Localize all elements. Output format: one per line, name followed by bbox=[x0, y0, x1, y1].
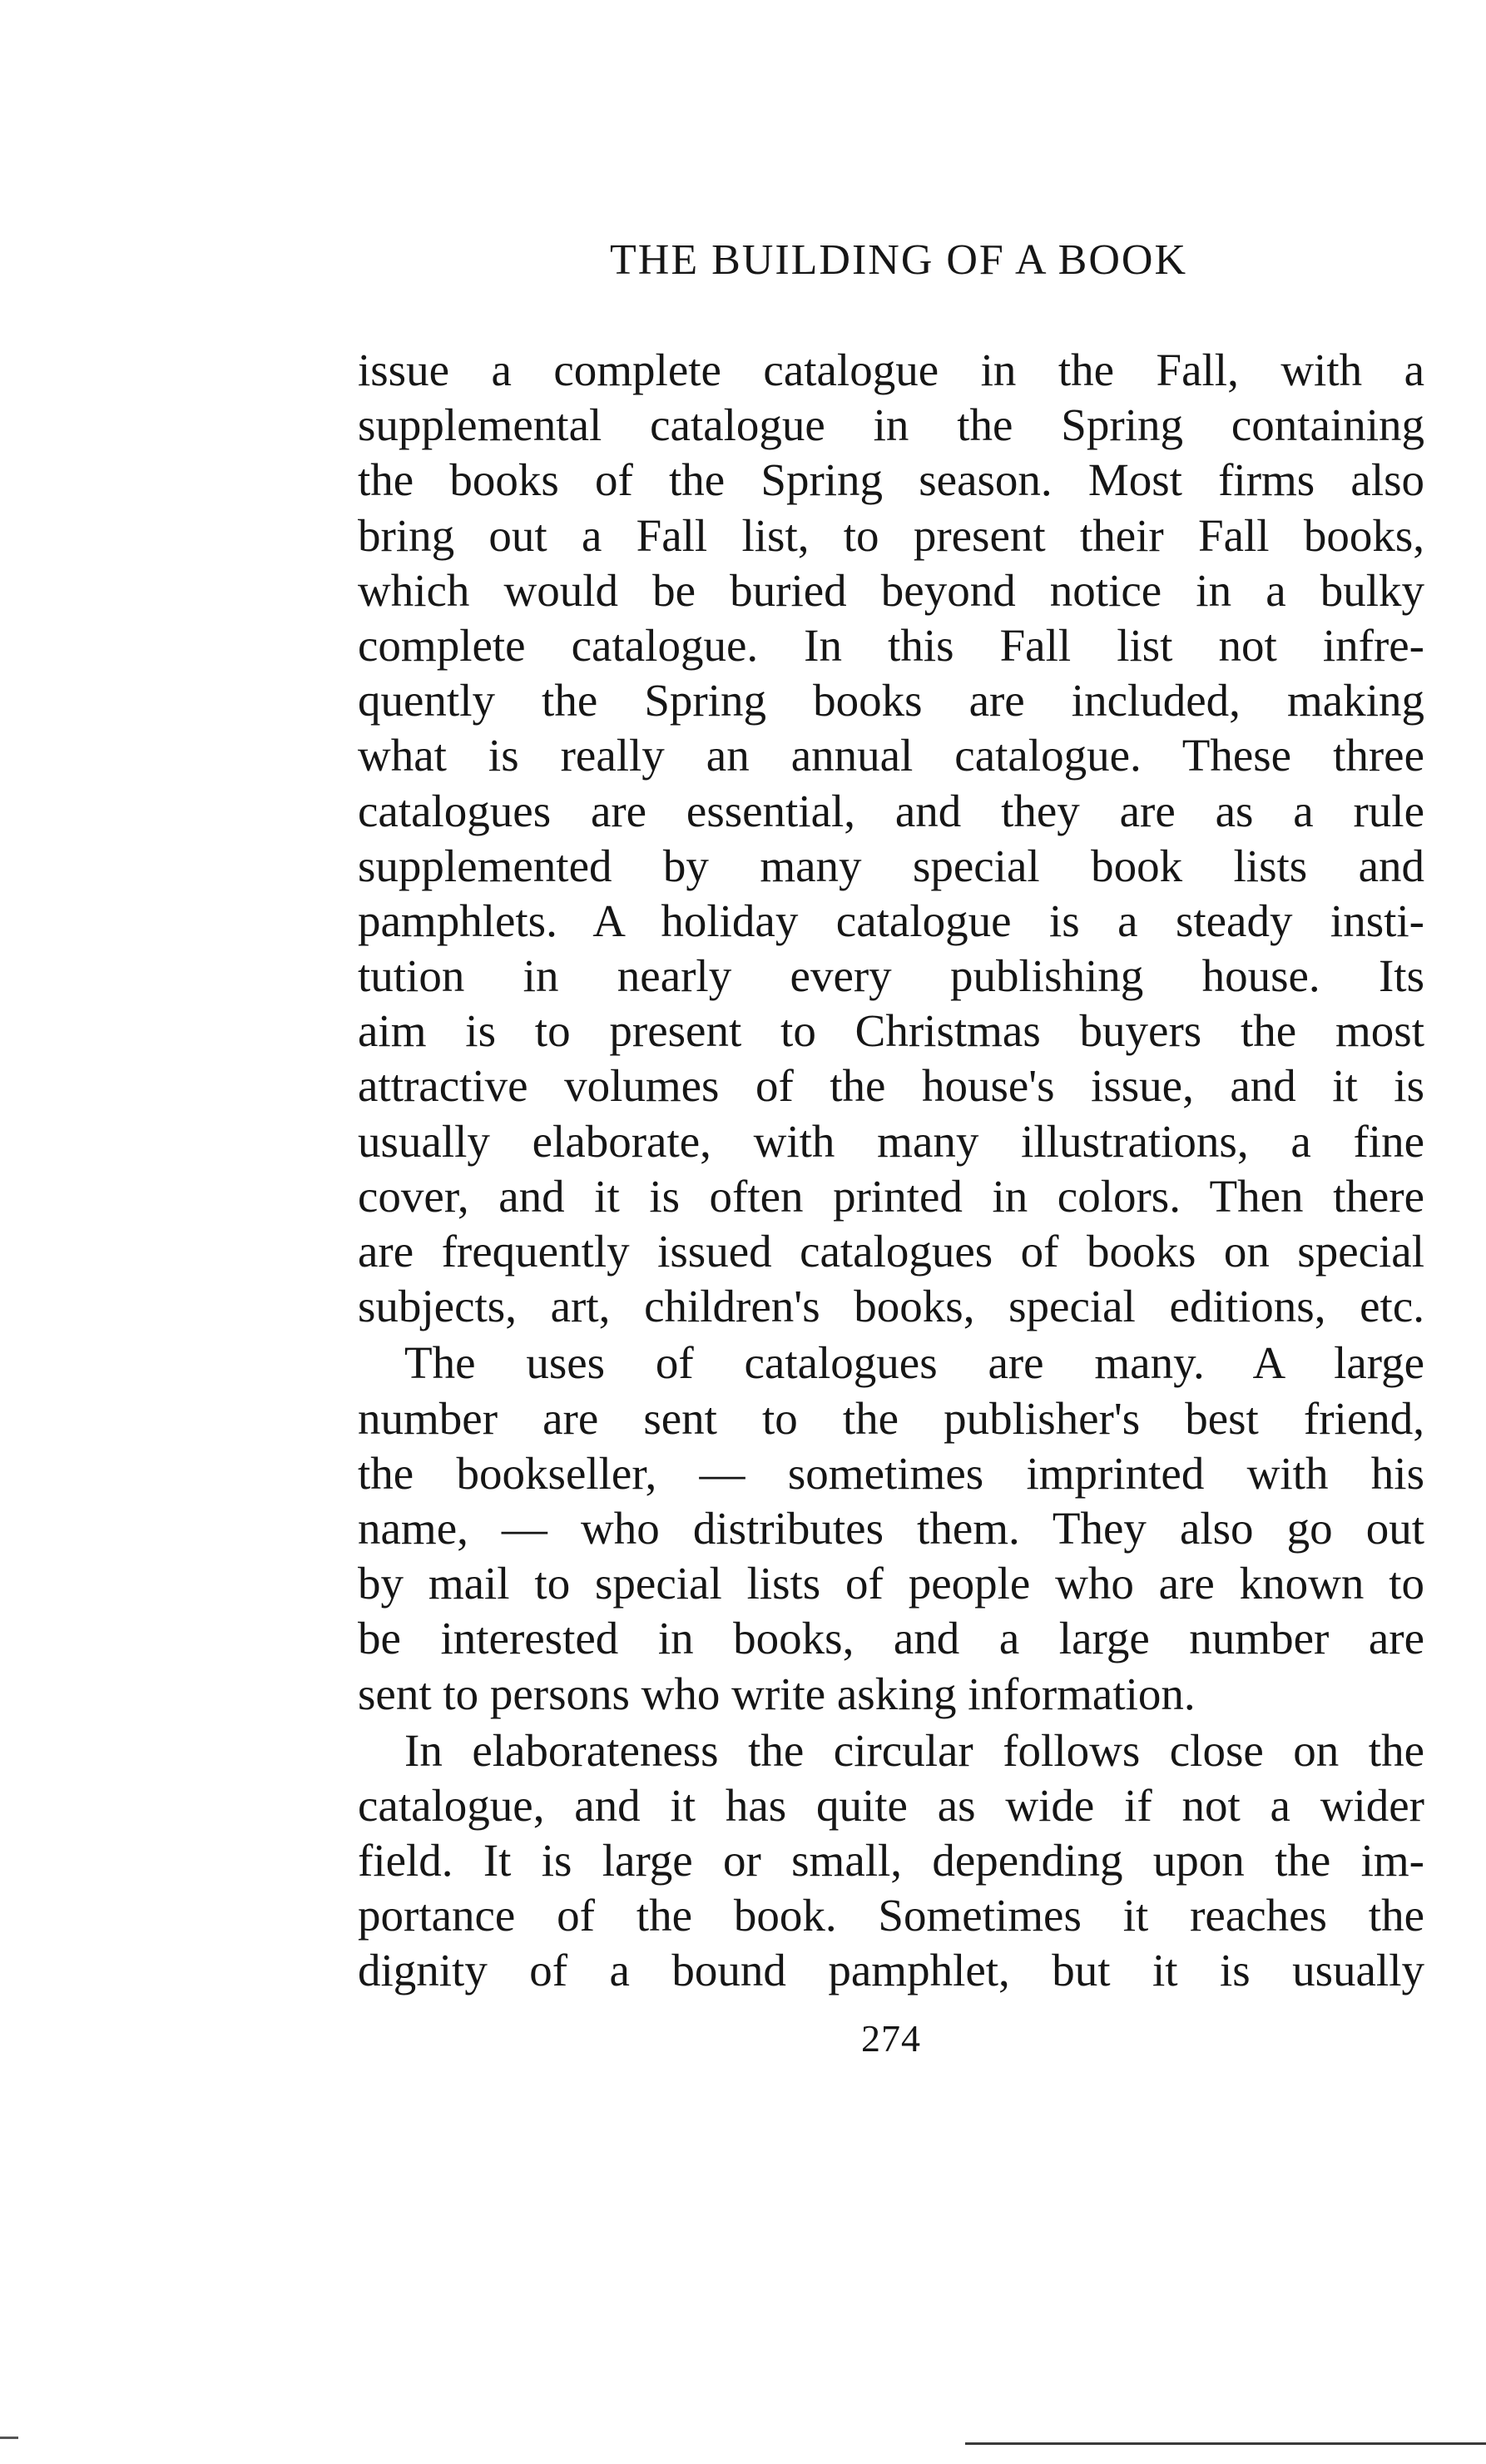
paragraph bbox=[358, 343, 1424, 1334]
text-line: bring out a Fall list, to present their Fall books, bbox=[358, 509, 1424, 561]
text-line: the books of the Spring season. Most firms also bbox=[358, 454, 1424, 506]
text-line: portance of the book. Sometimes it reaches the bbox=[358, 1890, 1424, 1941]
text-line: what is really an annual catalogue. These three bbox=[358, 730, 1424, 781]
text-line: pamphlets. A holiday catalogue is a steady insti- bbox=[358, 895, 1424, 946]
text-line: catalogue, and it has quite as wide if not a wider bbox=[358, 1779, 1424, 1831]
text-line: dignity of a bound pamphlet, but it is usually bbox=[358, 1945, 1424, 1996]
text-line: are frequently issued catalogues of books on special bbox=[358, 1226, 1424, 1277]
text-line: supplemental catalogue in the Spring containing bbox=[358, 399, 1424, 451]
text-line: catalogues are essential, and they are as a rule bbox=[358, 785, 1424, 836]
text-line: number are sent to the publisher's best friend, bbox=[358, 1392, 1424, 1444]
text-line: complete catalogue. In this Fall list not infre- bbox=[358, 619, 1424, 671]
body-text bbox=[358, 343, 1424, 1999]
text-line: The uses of catalogues are many. A large bbox=[404, 1337, 1424, 1389]
text-line: issue a complete catalogue in the Fall, with a bbox=[358, 345, 1424, 395]
text-line: sent to persons who write asking information. bbox=[358, 1668, 1196, 1719]
text-line: the bookseller, — sometimes imprinted with his bbox=[358, 1447, 1424, 1499]
text-line: tution in nearly every publishing house. Its bbox=[358, 950, 1424, 1002]
scan-edge-mark bbox=[0, 2437, 18, 2439]
text-line: be interested in books, and a large number are bbox=[358, 1613, 1424, 1664]
paragraph bbox=[358, 1336, 1424, 1721]
text-line: which would be buried beyond notice in a bulky bbox=[358, 564, 1424, 616]
text-line: quently the Spring books are included, making bbox=[358, 675, 1424, 726]
text-line: name, — who distributes them. They also go out bbox=[358, 1502, 1424, 1554]
scan-edge-rule bbox=[965, 2442, 1486, 2445]
text-line: by mail to special lists of people who are known to bbox=[358, 1558, 1424, 1609]
paragraph bbox=[358, 1723, 1424, 1999]
text-line: field. It is large or small, depending upon the im- bbox=[358, 1835, 1424, 1886]
running-head: THE BUILDING OF A BOOK bbox=[610, 236, 1187, 284]
text-line: subjects, art, children's books, special editions, etc. bbox=[358, 1281, 1424, 1332]
text-line: aim is to present to Christmas buyers the most bbox=[358, 1005, 1424, 1057]
text-line: supplemented by many special book lists and bbox=[358, 840, 1424, 891]
text-line: cover, and it is often printed in colors. Then there bbox=[358, 1170, 1424, 1222]
text-line: usually elaborate, with many illustrations, a fine bbox=[358, 1115, 1424, 1167]
text-line: In elaborateness the circular follows close on the bbox=[404, 1724, 1424, 1776]
page-number: 274 bbox=[861, 2017, 921, 2060]
text-line: attractive volumes of the house's issue, and it is bbox=[358, 1060, 1424, 1112]
